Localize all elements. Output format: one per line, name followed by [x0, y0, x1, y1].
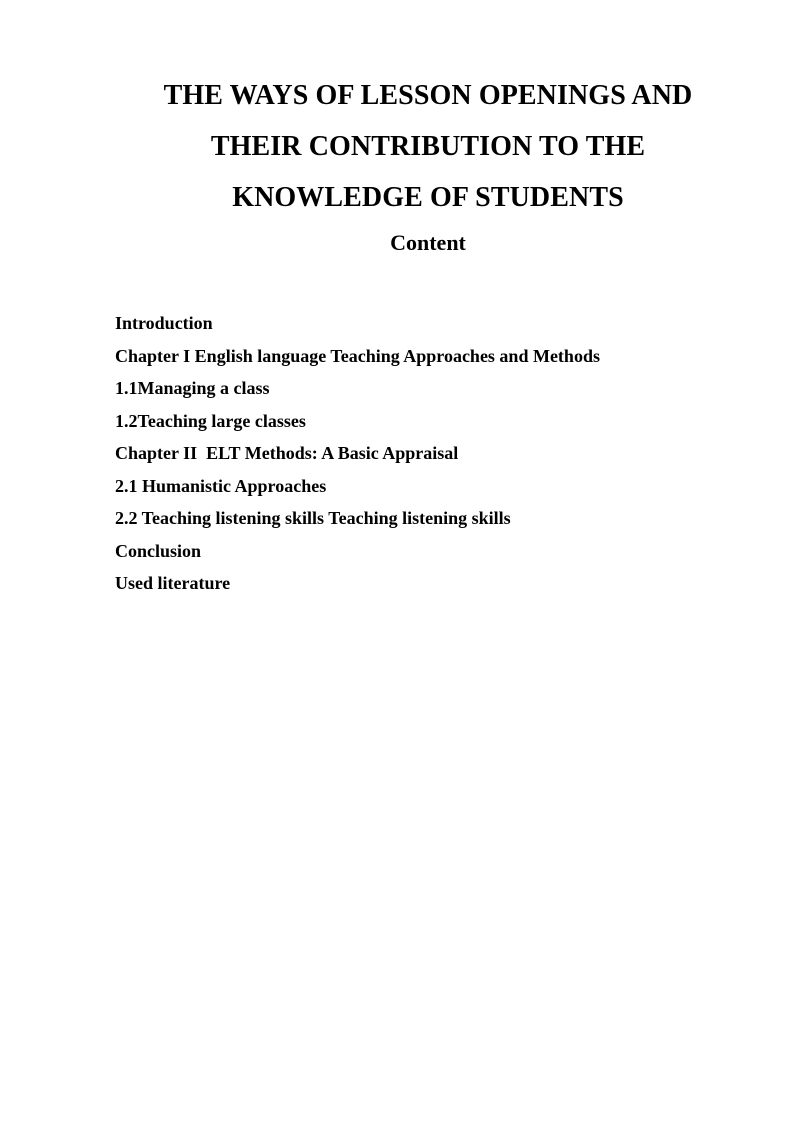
- contents-heading: Content: [390, 230, 466, 255]
- document-title: [100, 70, 756, 223]
- toc-item-section-1-1: 1.1Managing a class: [115, 378, 270, 398]
- toc-item-conclusion: Conclusion: [115, 540, 202, 561]
- toc-item-introduction: Introduction: [115, 313, 213, 333]
- document-title-line-1: THE WAYS OF LESSON OPENINGS AND: [163, 80, 693, 111]
- toc-item-chapter-2: Chapter II ELT Methods: A Basic Appraisal: [115, 443, 459, 463]
- toc-item-section-1-2: 1.2Teaching large classes: [115, 410, 306, 431]
- toc-item-section-2-2: 2.2 Teaching listening skills Teaching listening skills: [115, 508, 511, 528]
- document-title-line-2: THEIR CONTRIBUTION TO THE: [210, 131, 646, 162]
- toc-item-section-2-1: 2.1 Humanistic Approaches: [115, 475, 327, 496]
- table-of-contents: [115, 307, 755, 600]
- toc-item-chapter-1: Chapter I English language Teaching Approaches and Methods: [115, 345, 600, 366]
- toc-item-used-literature: Used literature: [115, 573, 231, 593]
- document-title-line-3: KNOWLEDGE OF STUDENTS: [232, 182, 624, 213]
